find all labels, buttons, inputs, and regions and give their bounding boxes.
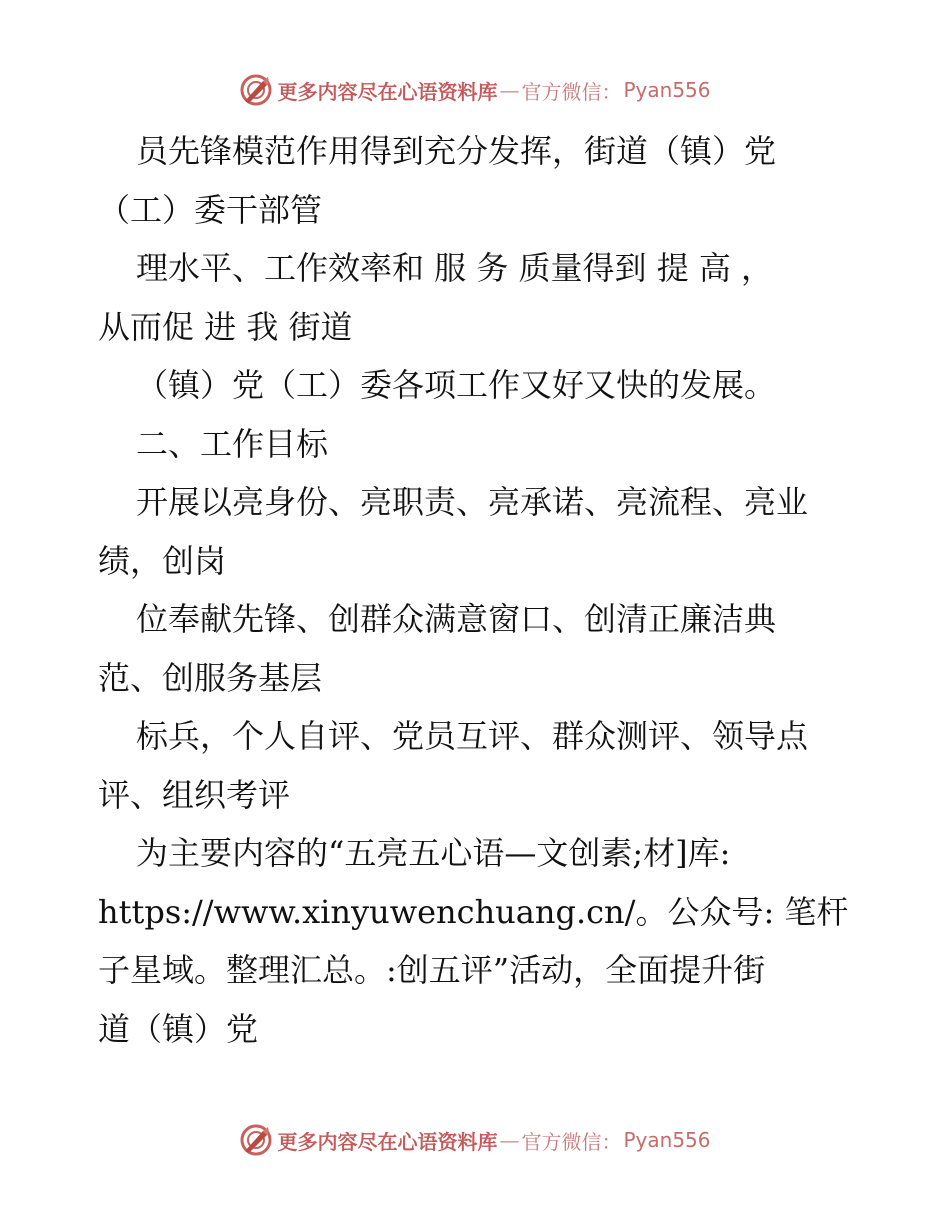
text-line: 道（镇）党 xyxy=(98,1009,259,1048)
banner-dash: — xyxy=(499,78,520,102)
text-line: 绩，创岗 xyxy=(98,541,227,580)
banner-wechat-label: 官方微信： xyxy=(521,79,622,104)
text-line: 子星域。整理汇总。:创五评”活动，全面提升街 xyxy=(98,951,766,989)
text-line: 评、组织考评 xyxy=(98,775,291,814)
banner-wechat-id: Pyan556 xyxy=(623,78,711,102)
text-line: 理水平、工作效率和 服 务 质量得到 提 高 ， xyxy=(136,249,774,287)
footer-watermark-banner xyxy=(0,1120,950,1160)
banner-main-text: 更多内容尽在心语资料库 xyxy=(277,1129,498,1154)
text-line: https://www.xinyuwenchuang.cn/。公众号: 笔杆 xyxy=(98,892,849,931)
banner-dash: — xyxy=(499,1128,520,1152)
text-line: 标兵，个人自评、党员互评、群众测评、领导点 xyxy=(136,717,809,755)
text-line: 为主要内容的“五亮五心语—文创素;材]库: xyxy=(136,834,731,872)
text-line: 员先锋模范作用得到充分发挥，街道（镇）党 xyxy=(136,132,777,170)
section-heading: 二、工作目标 xyxy=(136,424,329,463)
header-watermark-banner xyxy=(0,70,950,110)
text-line: 位奉献先锋、创群众满意窗口、创清正廉洁典 xyxy=(136,600,777,638)
text-line: （工）委干部管 xyxy=(98,190,323,229)
pen-logo-icon xyxy=(239,73,273,107)
text-line: 范、创服务基层 xyxy=(98,658,323,697)
pen-logo-icon xyxy=(239,1123,273,1157)
text-line: 从而促 进 我 街道 xyxy=(98,307,353,346)
banner-wechat-id: Pyan556 xyxy=(623,1128,711,1152)
text-line: 开展以亮身份、亮职责、亮承诺、亮流程、亮业 xyxy=(136,483,809,521)
banner-wechat-label: 官方微信： xyxy=(521,1129,622,1154)
banner-main-text: 更多内容尽在心语资料库 xyxy=(277,79,498,104)
document-body xyxy=(98,122,858,1058)
text-line: （镇）党（工）委各项工作又好又快的发展。 xyxy=(136,366,777,404)
